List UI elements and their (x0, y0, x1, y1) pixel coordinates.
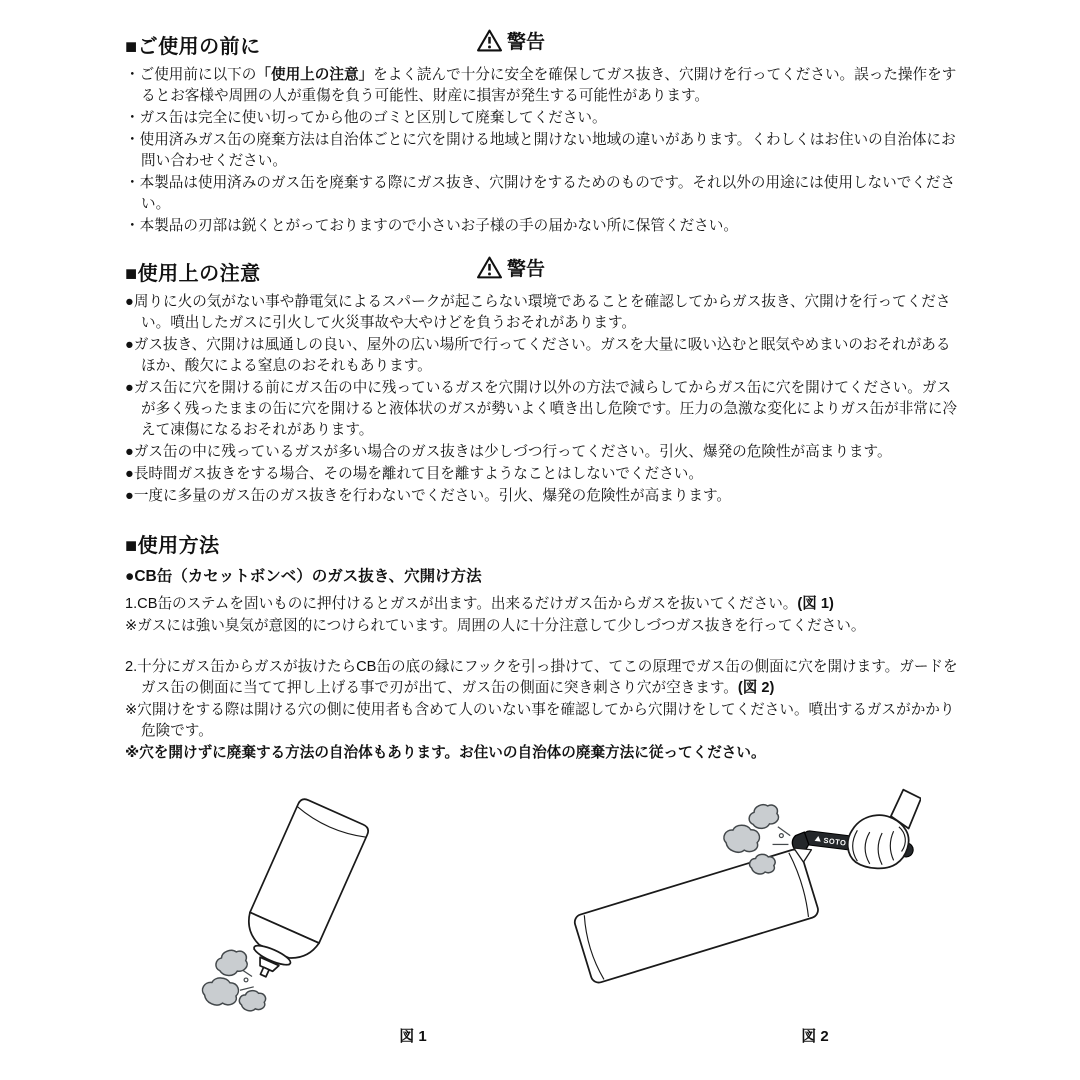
note-text: ガスには強い臭気が意図的につけられています。周囲の人に十分注意して少しづつガス抜きを行ってください。 (137, 618, 866, 634)
bullet-marker: ・ (125, 175, 140, 191)
figures-row (125, 786, 961, 1046)
figure-1-label: 図 1 (399, 1028, 427, 1045)
bullet-marker: ● (125, 466, 134, 482)
list-item (125, 486, 961, 507)
step-2 (125, 657, 961, 699)
item-text: ご使用前に以下の (139, 67, 257, 83)
note-2 (125, 700, 961, 742)
note-text: 穴を開けずに廃棄する方法の自治体もあります。お住いの自治体の廃棄方法に従ってください。 (139, 745, 766, 761)
figure-1-canister-illustration (197, 791, 429, 1016)
warning-badge (477, 27, 545, 54)
gas-canister (573, 848, 820, 985)
item-text-bold: 「使用上の注意」 (256, 67, 374, 83)
bullet-marker: ● (125, 444, 134, 460)
item-text: 長時間ガス抜きをする場合、その場を離れて目を離すようなことはしないでください。 (133, 466, 703, 482)
spray-lines (773, 827, 791, 845)
warning-label: 警告 (507, 259, 546, 280)
list-item (125, 335, 961, 377)
step-text: 十分にガス缶からガスが抜けたらCB缶の底の縁にフックを引っ掛けて、てこの原理でガス缶の側面に穴を開けます。ガードをガス缶の側面に当てて押し上げる事で刃が出て、ガス缶の側面に突き刺さり穴が空きます。 (137, 659, 958, 696)
spray-cloud (723, 801, 782, 874)
bullet-marker: ● (125, 294, 134, 310)
note-text: 穴開けをする際は開ける穴の側に使用者も含めて人のいない事を確認してから穴開けをしてください。噴出するガスがかかり危険です。 (137, 702, 955, 739)
list-item (125, 378, 961, 441)
figure-1 (197, 791, 429, 1046)
list-item (125, 442, 961, 463)
bullet-marker: ● (125, 488, 134, 504)
note-marker: ※ (125, 702, 138, 718)
list-item (125, 130, 961, 172)
item-text: ガス缶は完全に使い切ってから他のゴミと区別して廃棄してください。 (139, 110, 607, 126)
section-header (125, 529, 961, 555)
spray-lines (240, 970, 254, 991)
section-title: ■使用方法 (125, 535, 220, 557)
hand (848, 790, 921, 869)
item-text: ガス缶に穴を開ける前にガス缶の中に残っているガスを穴開け以外の方法で減らしてからガス缶に穴を開けてください。ガスが多く残ったままの缶に穴を開けると液体状のガスが勢いよく噴き出し危険です。圧力の急激な変化によりガス缶が非常に冷えて凍傷になるおそれがあります。 (133, 380, 958, 438)
note-marker: ※ (125, 618, 138, 634)
section-how-to-use (125, 529, 961, 764)
item-text: 周りに火の気がない事や静電気によるスパークが起こらない環境であることを確認してからガス抜き、穴開けを行ってください。噴出したガスに引火して火災事故や大やけどを負うおそれがあります。 (133, 294, 951, 331)
warning-badge (477, 254, 545, 281)
section-header (125, 257, 961, 283)
tool-brand-label: SOTO (823, 835, 847, 848)
figure-reference: (図 1) (797, 596, 834, 612)
bullet-marker: ・ (125, 218, 140, 234)
step-text: CB缶のステムを固いものに押付けるとガスが出ます。出来るだけガス缶からガスを抜いてください。 (137, 596, 798, 612)
warning-triangle-icon (477, 29, 502, 52)
bullet-marker: ・ (125, 132, 140, 148)
list-item (125, 292, 961, 334)
bullet-marker: ・ (125, 67, 140, 83)
list-item (125, 65, 961, 107)
note-1 (125, 616, 961, 637)
bullet-marker: ● (125, 337, 134, 353)
section-header (125, 30, 961, 56)
warning-label: 警告 (507, 32, 546, 53)
section-title: ■使用上の注意 (125, 263, 261, 285)
figure-2-tool-illustration (541, 786, 921, 1016)
list-item (125, 108, 961, 129)
manual-page (125, 30, 961, 1046)
item-text: 使用済みガス缶の廃棄方法は自治体ごとに穴を開ける地域と開けない地域の違いがあります。くわしくはお住いの自治体にお問い合わせください。 (139, 132, 956, 169)
bullet-marker: ● (125, 380, 134, 396)
item-text: 一度に多量のガス缶のガス抜きを行わないでください。引火、爆発の危険性が高まります。 (133, 488, 732, 504)
figure-reference: (図 2) (737, 680, 775, 696)
figure-2-label: 図 2 (801, 1028, 829, 1045)
item-text: ガス抜き、穴開けは風通しの良い、屋外の広い場所で行ってください。ガスを大量に吸い込むと眠気やめまいのおそれがあるほか、酸欠による窒息のおそれもあります。 (133, 337, 951, 374)
item-text: ガス缶の中に残っているガスが多い場合のガス抜きは少しづつ行ってください。引火、爆発の危険性が高まります。 (133, 444, 892, 460)
list-item (125, 173, 961, 215)
gas-canister (229, 797, 371, 991)
item-text: をよく読んで十分に安全を確保してガス抜き、穴開けを行ってください。誤った操作をするとお客様や周囲の人が重傷を負う可能性、財産に損害が発生する可能性があります。 (141, 67, 957, 104)
section-title: ■ご使用の前に (125, 36, 261, 58)
figure-2 (541, 786, 921, 1046)
section-usage-cautions (125, 257, 961, 507)
spray-cloud (201, 947, 266, 1011)
step-number: 2. (125, 659, 138, 675)
note-3 (125, 743, 961, 764)
section-before-use (125, 30, 961, 237)
bullet-marker: ・ (125, 110, 140, 126)
note-marker: ※ (125, 745, 140, 761)
step-number: 1. (125, 596, 138, 612)
warning-triangle-icon (477, 256, 502, 279)
list-item (125, 216, 961, 237)
item-text: 本製品の刃部は鋭くとがっておりますので小さいお子様の手の届かない所に保管ください。 (139, 218, 738, 234)
section-subtitle: ●CB缶（カセットボンベ）のガス抜き、穴開け方法 (125, 568, 482, 585)
item-text: 本製品は使用済みのガス缶を廃棄する際にガス抜き、穴開けをするためのものです。それ以外の用途には使用しないでください。 (139, 175, 956, 212)
list-item (125, 464, 961, 485)
step-1 (125, 594, 961, 615)
